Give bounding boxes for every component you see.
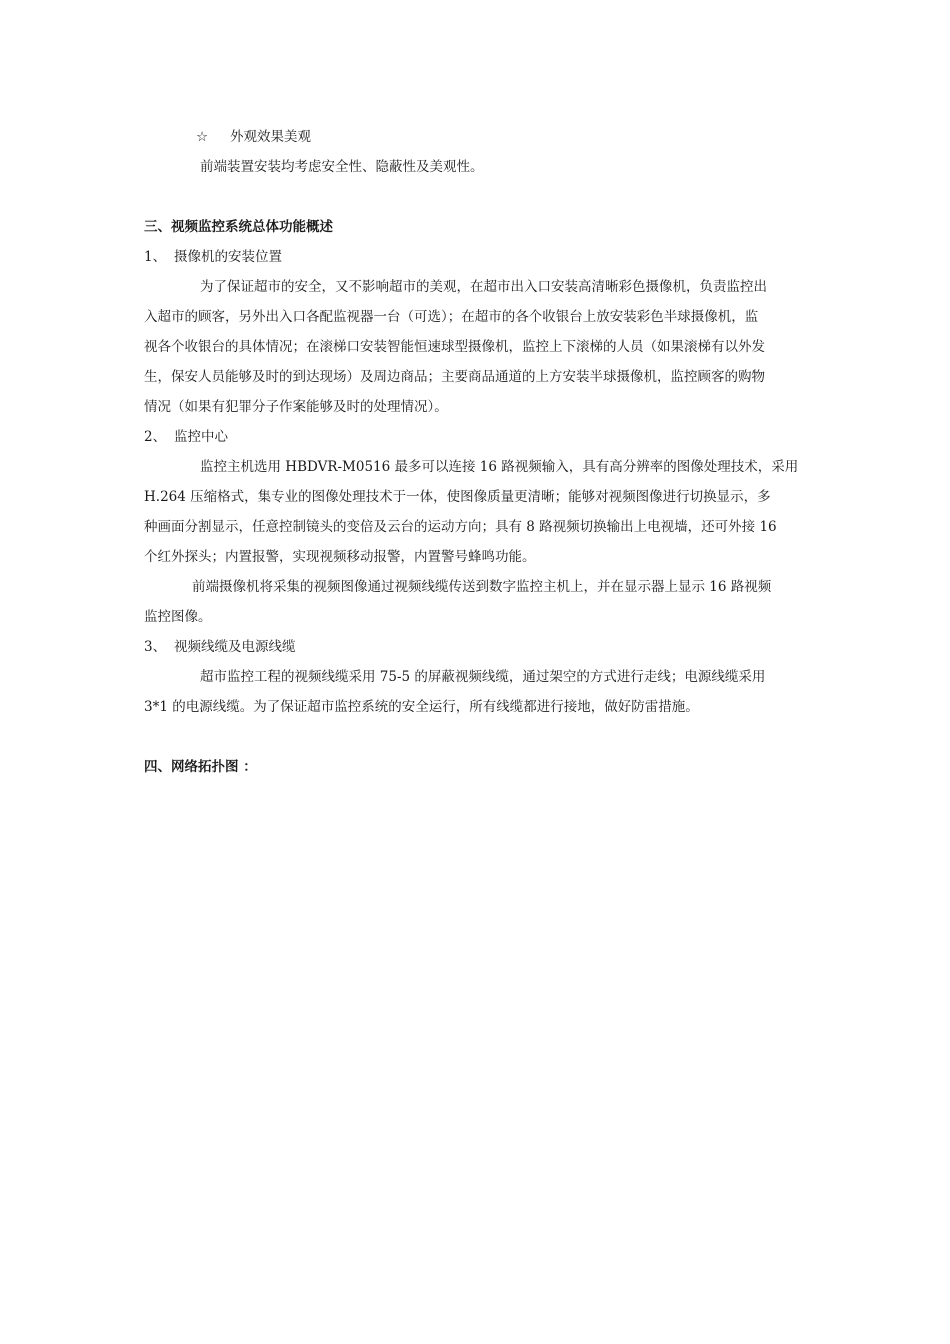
feature-title-line: [196, 127, 311, 147]
item2-number: 2、: [144, 429, 167, 445]
item3-number: 3、: [144, 639, 167, 655]
item2-para1-line: 个红外探头；内置报警，实现视频移动报警，内置警号蜂鸣功能。: [144, 549, 536, 565]
item2-title: 监控中心: [174, 429, 228, 445]
feature-desc: 前端装置安装均考虑安全性、隐蔽性及美观性。: [200, 159, 484, 175]
item2-title-line: [144, 427, 228, 447]
item1-title-line: [144, 247, 282, 267]
item3-line: 超市监控工程的视频线缆采用 75-5 的屏蔽视频线缆，通过架空的方式进行走线；电源线缆采用: [200, 669, 766, 685]
item2-para2-line: 监控图像。: [144, 609, 212, 625]
item1-line: 入超市的顾客，另外出入口各配监视器一台（可选）；在超市的各个收银台上放安装彩色半球摄像机，监: [144, 309, 759, 325]
item1-line: 情况（如果有犯罪分子作案能够及时的处理情况）。: [144, 399, 448, 415]
feature-title: 外观效果美观: [230, 129, 311, 145]
item1-line: 生，保安人员能够及时的到达现场）及周边商品；主要商品通道的上方安装半球摄像机，监控顾客的购物: [144, 369, 765, 385]
item2-para2-line: 前端摄像机将采集的视频图像通过视频线缆传送到数字监控主机上，并在显示器上显示 16 路视频: [192, 579, 772, 595]
item3-title: 视频线缆及电源线缆: [174, 639, 296, 655]
section3-heading: 三、视频监控系统总体功能概述: [144, 219, 333, 235]
section4-heading: 四、网络拓扑图 ：: [144, 759, 257, 775]
item1-line: 为了保证超市的安全，又不影响超市的美观，在超市出入口安装高清晰彩色摄像机，负责监控出: [200, 279, 767, 295]
item3-title-line: [144, 637, 296, 657]
item2-para1-line: 种画面分割显示，任意控制镜头的变倍及云台的运动方向；具有 8 路视频切换输出上电视墙，还可外接 16: [144, 519, 777, 535]
item1-title: 摄像机的安装位置: [174, 249, 282, 265]
item2-para1-line: 监控主机选用 HBDVR-M0516 最多可以连接 16 路视频输入，具有高分辨率的图像处理技术，采用: [200, 459, 799, 475]
item1-line: 视各个收银台的具体情况；在滚梯口安装智能恒速球型摄像机，监控上下滚梯的人员（如果滚梯有以外发: [144, 339, 765, 355]
star-icon: ☆: [196, 129, 209, 145]
item2-para1-line: H.264 压缩格式，集专业的图像处理技术于一体，使图像质量更清晰；能够对视频图像进行切换显示，多: [144, 489, 771, 505]
item1-number: 1、: [144, 249, 167, 265]
item3-line: 3*1 的电源线缆。为了保证超市监控系统的安全运行，所有线缆都进行接地，做好防雷措施。: [144, 699, 699, 715]
